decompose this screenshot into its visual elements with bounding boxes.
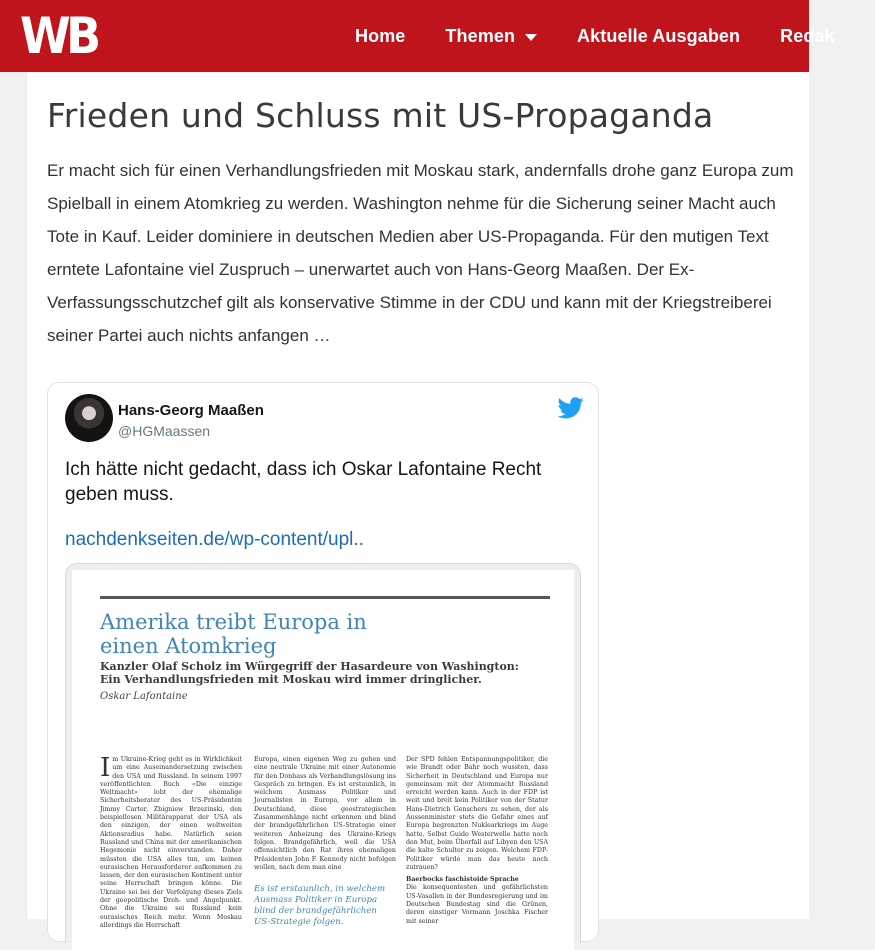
clipping-column-2 xyxy=(254,756,396,928)
site-header xyxy=(0,0,835,72)
site-logo[interactable]: WB xyxy=(20,7,97,65)
clipping-dropcap: I xyxy=(100,753,111,783)
twitter-bird-icon[interactable] xyxy=(558,397,584,419)
clipping-pull-quote: Es ist erstaunlich, in welchem Ausmass Politiker in Europa blind der brandgefährlichen US-Strategie folgen. xyxy=(254,884,386,928)
clipping-column-1 xyxy=(100,753,242,930)
nav-item-label: Home xyxy=(355,25,406,46)
clipping-headline: Amerika treibt Europa in einen Atomkrieg xyxy=(100,610,367,658)
caret-down-icon xyxy=(525,34,537,41)
headline-rule xyxy=(100,596,550,599)
clipping-column-text: Die konsequentesten und gefährlichsten US-Vasallen in der Bundesregierung und im Deutschen Bundestag sind die Grünen, deren einstiger Vormann Joschka Fischer mit seiner xyxy=(406,884,548,925)
tweet-link[interactable]: nachdenkseiten.de/wp-content/upl.. xyxy=(65,529,364,550)
article-content xyxy=(26,72,809,929)
clipping-byline: Oskar Lafontaine xyxy=(100,691,188,702)
nav-item-themen[interactable] xyxy=(445,26,537,47)
clipping-column-text: m Ukraine-Krieg geht es in Wirklichkeit um eine Auseinandersetzung zwischen den USA und Russland. In seinem 1997 veröffentlichten Buch «Die einzige Weltmacht» lobt der ehemalige Sicherheitsberater des US-Präsidenten Jimmy Carter, Zbigniew Brzezinski, den beispiellosen Militärapparat der USA als den einzigen, der einen weltweiten Aktionsradius habe. Natürlich seien Russland und China mit der amerikanischen Hegemonie nicht einverstanden. Daher müssten die USA alles tun, um keinen eurasischen Herausforderer aufkommen zu lassen, der den eurasischen Kontinent unter seine Herrschaft bringen könne. Die Ukraine sei bei der Verfolgung dieses Ziels der geopolitische Dreh- und Angelpunkt. Ohne die Ukraine sei Russland kein eurasisches Reich mehr. Wenn Moskau allerdings die Herrschaft xyxy=(100,756,242,929)
tweet-author-handle[interactable]: @HGMaassen xyxy=(118,423,211,439)
clipping-column-text: Der SPD fehlen Entspannungspolitiker, die wie Brandt oder Bahr noch wussten, dass Sicherheit in Deutschland und Europa nur gemeinsam mit der Atommacht Russland erreicht werden kann. Auch in der FDP ist weit und breit kein Politiker von der Statur Hans-Dietrich Genschers zu sehen, der als Aussenminister stets die Gefahr eines auf Europa begrenzten Nuklearkriegs im Auge hatte. Selbst Guido Westerwelle hatte noch den Mut, beim Überfall auf Libyen den USA die kalte Schulter zu zeigen. Welchem FDP-Politiker würde man das heute noch zutrauen? xyxy=(406,756,548,871)
nav-item-label: Redak xyxy=(780,25,835,46)
article-lead: Er macht sich für einen Verhandlungsfrieden mit Moskau stark, andernfalls drohe ganz Europa zum Spielball in einem Atomkrieg zu werden. Washington nehme für die Sicherung seiner Macht auch Tote in Kauf. Leider dominiere in deutschen Medien aber US-Propaganda. Für den mutigen Text erntete Lafontaine viel Zuspruch – unerwartet auch von Hans-Georg Maaßen. Der Ex-Verfassungsschutzchef gilt als konservative Stimme in der CDU und kann mit der Kriegstreiberei seiner Partei auch nichts anfangen … xyxy=(47,161,794,345)
nav-item-redaktion[interactable] xyxy=(780,26,835,47)
nav-item-label: Themen xyxy=(445,25,516,46)
tweet-text: Ich hätte nicht gedacht, dass ich Oskar Lafontaine Recht geben muss. xyxy=(65,459,542,505)
nav-item-home[interactable] xyxy=(355,26,405,47)
clipping-column-text: Europa, einen eigenen Weg zu gehen und eine neutrale Ukraine mit einer Autonomie für den Donbass als Verhandlungslösung ins Gespräch zu bringen. Es ist erstaunlich, in welchem Ausmass Politiker und Journalisten in Europa, vor allem in Deutschland, diese geostrategischen Zusammenhänge nicht erkennen und blind der brandgefährlichen US-Strategie einer weiteren Anheizung des Ukraine-Kriegs folgen. Brandgefährlich, weil die USA offensichtlich den Rat ihres ehemaligen Präsidenten John F. Kennedy nicht befolgen wollen, nach dem man eine xyxy=(254,756,396,871)
clipping-subhead: Baerbocks faschistoide Sprache xyxy=(406,876,519,884)
clipping-column-3 xyxy=(406,756,548,926)
nav-item-aktuelle-ausgaben[interactable] xyxy=(577,26,740,47)
main-nav xyxy=(355,0,875,72)
avatar[interactable] xyxy=(65,394,113,442)
nav-item-label: Aktuelle Ausgaben xyxy=(577,25,741,46)
embedded-tweet[interactable] xyxy=(47,382,599,942)
tweet-media-image[interactable] xyxy=(65,563,581,943)
tweet-author-name[interactable]: Hans-Georg Maaßen xyxy=(118,402,264,419)
article-title: Frieden und Schluss mit US-Propaganda xyxy=(47,96,714,135)
newspaper-clipping xyxy=(72,570,574,950)
clipping-subheadline: Kanzler Olaf Scholz im Würgegriff der Hasardeure von Washington: Ein Verhandlungsfrieden mit Moskau wird immer dringlicher. xyxy=(100,660,519,686)
